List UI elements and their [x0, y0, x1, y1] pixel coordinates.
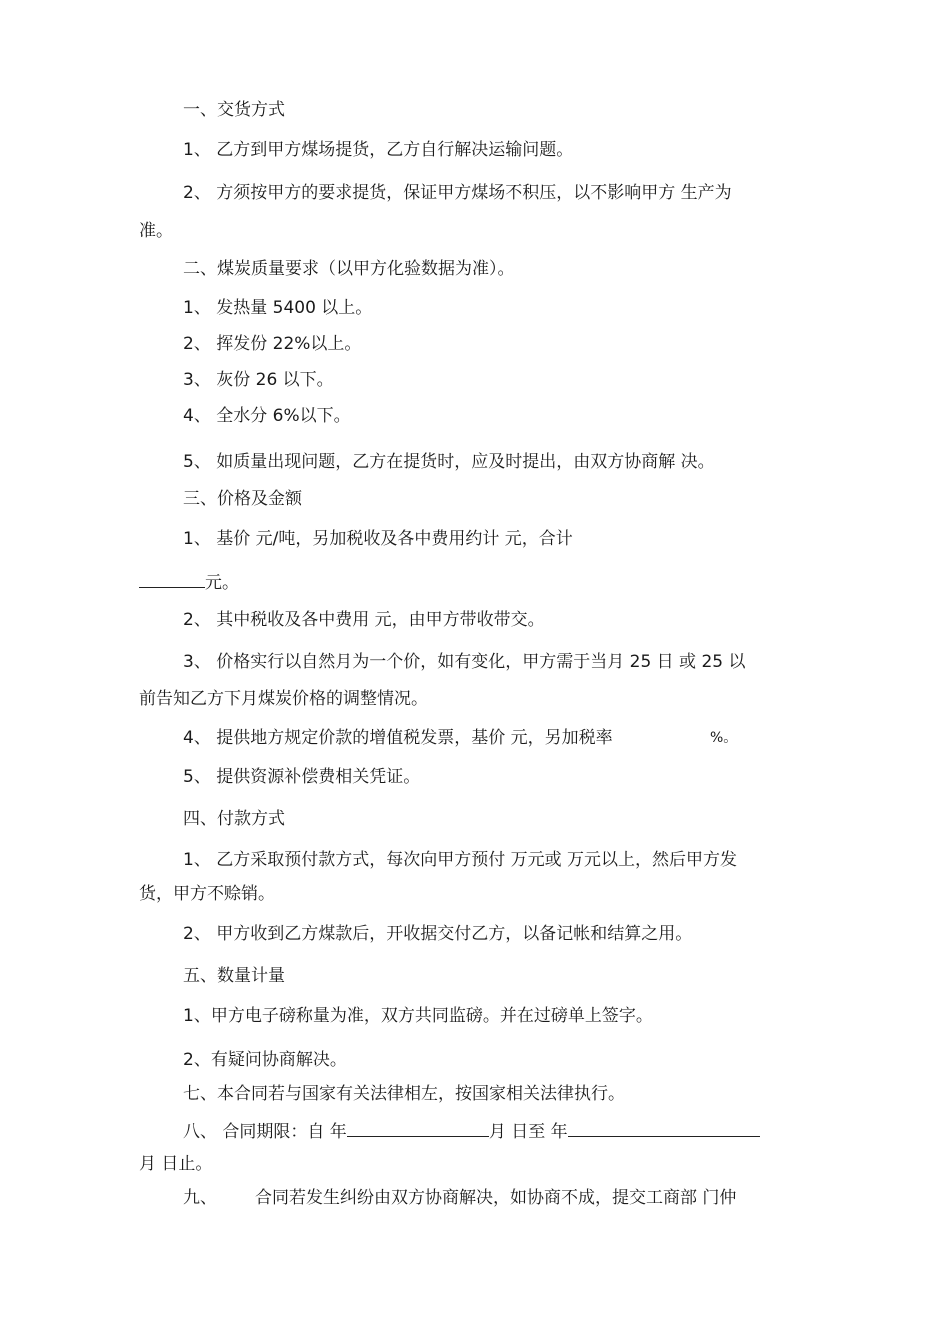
- fill-in-blank: [568, 1118, 760, 1137]
- clause-text-continuation: 准。: [139, 221, 173, 241]
- clause-text: 合同若发生纠纷由双方协商解决，如协商不成，提交工商部 门仲: [255, 1188, 737, 1208]
- section-heading-price: 三、价格及金额: [183, 489, 302, 509]
- clause-text: 5、 如质量出现问题，乙方在提货时，应及时提出，由双方协商解 决。: [183, 452, 715, 472]
- fill-in-blank: [347, 1118, 489, 1137]
- clause-text-continuation: 月 日止。: [139, 1154, 213, 1174]
- clause-text: 1、甲方电子磅称量为准，双方共同监磅。并在过磅单上签字。: [183, 1006, 653, 1026]
- clause-text: 3、 灰份 26 以下。: [183, 370, 334, 390]
- clause-text: 1、 发热量 5400 以上。: [183, 298, 373, 318]
- clause-text-fragment: %。: [710, 730, 738, 746]
- clause-text-fragment: 元。: [205, 573, 239, 593]
- clause-text: 2、 其中税收及各中费用 元，由甲方带收带交。: [183, 610, 545, 630]
- clause-text: 4、 全水分 6%以下。: [183, 406, 351, 426]
- section-heading-term: [183, 1118, 760, 1144]
- clause-text: 1、 乙方采取预付款方式，每次向甲方预付 万元或 万元以上，然后甲方发: [183, 850, 738, 870]
- section-heading-dispute: 九、: [183, 1188, 217, 1208]
- clause-text: 2、有疑问协商解决。: [183, 1050, 347, 1070]
- clause-text: 2、 方须按甲方的要求提货，保证甲方煤场不积压，以不影响甲方 生产为: [183, 183, 732, 203]
- section-heading-quality: 二、煤炭质量要求（以甲方化验数据为准）。: [183, 259, 515, 279]
- clause-text-continuation: 货，甲方不赊销。: [139, 884, 275, 904]
- section-heading-quantity: 五、数量计量: [183, 966, 285, 986]
- clause-text: 1、 基价 元/吨，另加税收及各中费用约计 元，合计: [183, 529, 573, 549]
- section-heading-law: 七、本合同若与国家有关法律相左，按国家相关法律执行。: [183, 1084, 625, 1104]
- clause-text-fragment: 八、 合同期限：自 年: [183, 1122, 347, 1142]
- clause-text: 3、 价格实行以自然月为一个价，如有变化，甲方需于当月 25 日 或 25 以: [183, 652, 746, 672]
- clause-text: 2、 甲方收到乙方煤款后，开收据交付乙方，以备记帐和结算之用。: [183, 924, 693, 944]
- section-heading-payment: 四、付款方式: [183, 809, 285, 829]
- clause-text-fragment: 月 日至 年: [488, 1122, 568, 1142]
- clause-text: 4、 提供地方规定价款的增值税发票，基价 元，另加税率: [183, 728, 613, 748]
- clause-text: 1、 乙方到甲方煤场提货，乙方自行解决运输问题。: [183, 140, 574, 160]
- clause-text: 2、 挥发份 22%以上。: [183, 334, 362, 354]
- clause-text-continuation: 前告知乙方下月煤炭价格的调整情况。: [139, 689, 428, 709]
- clause-text-continuation: [139, 569, 239, 595]
- fill-in-blank: [139, 569, 205, 588]
- section-heading-delivery: 一、交货方式: [183, 100, 285, 120]
- clause-text: 5、 提供资源补偿费相关凭证。: [183, 767, 421, 787]
